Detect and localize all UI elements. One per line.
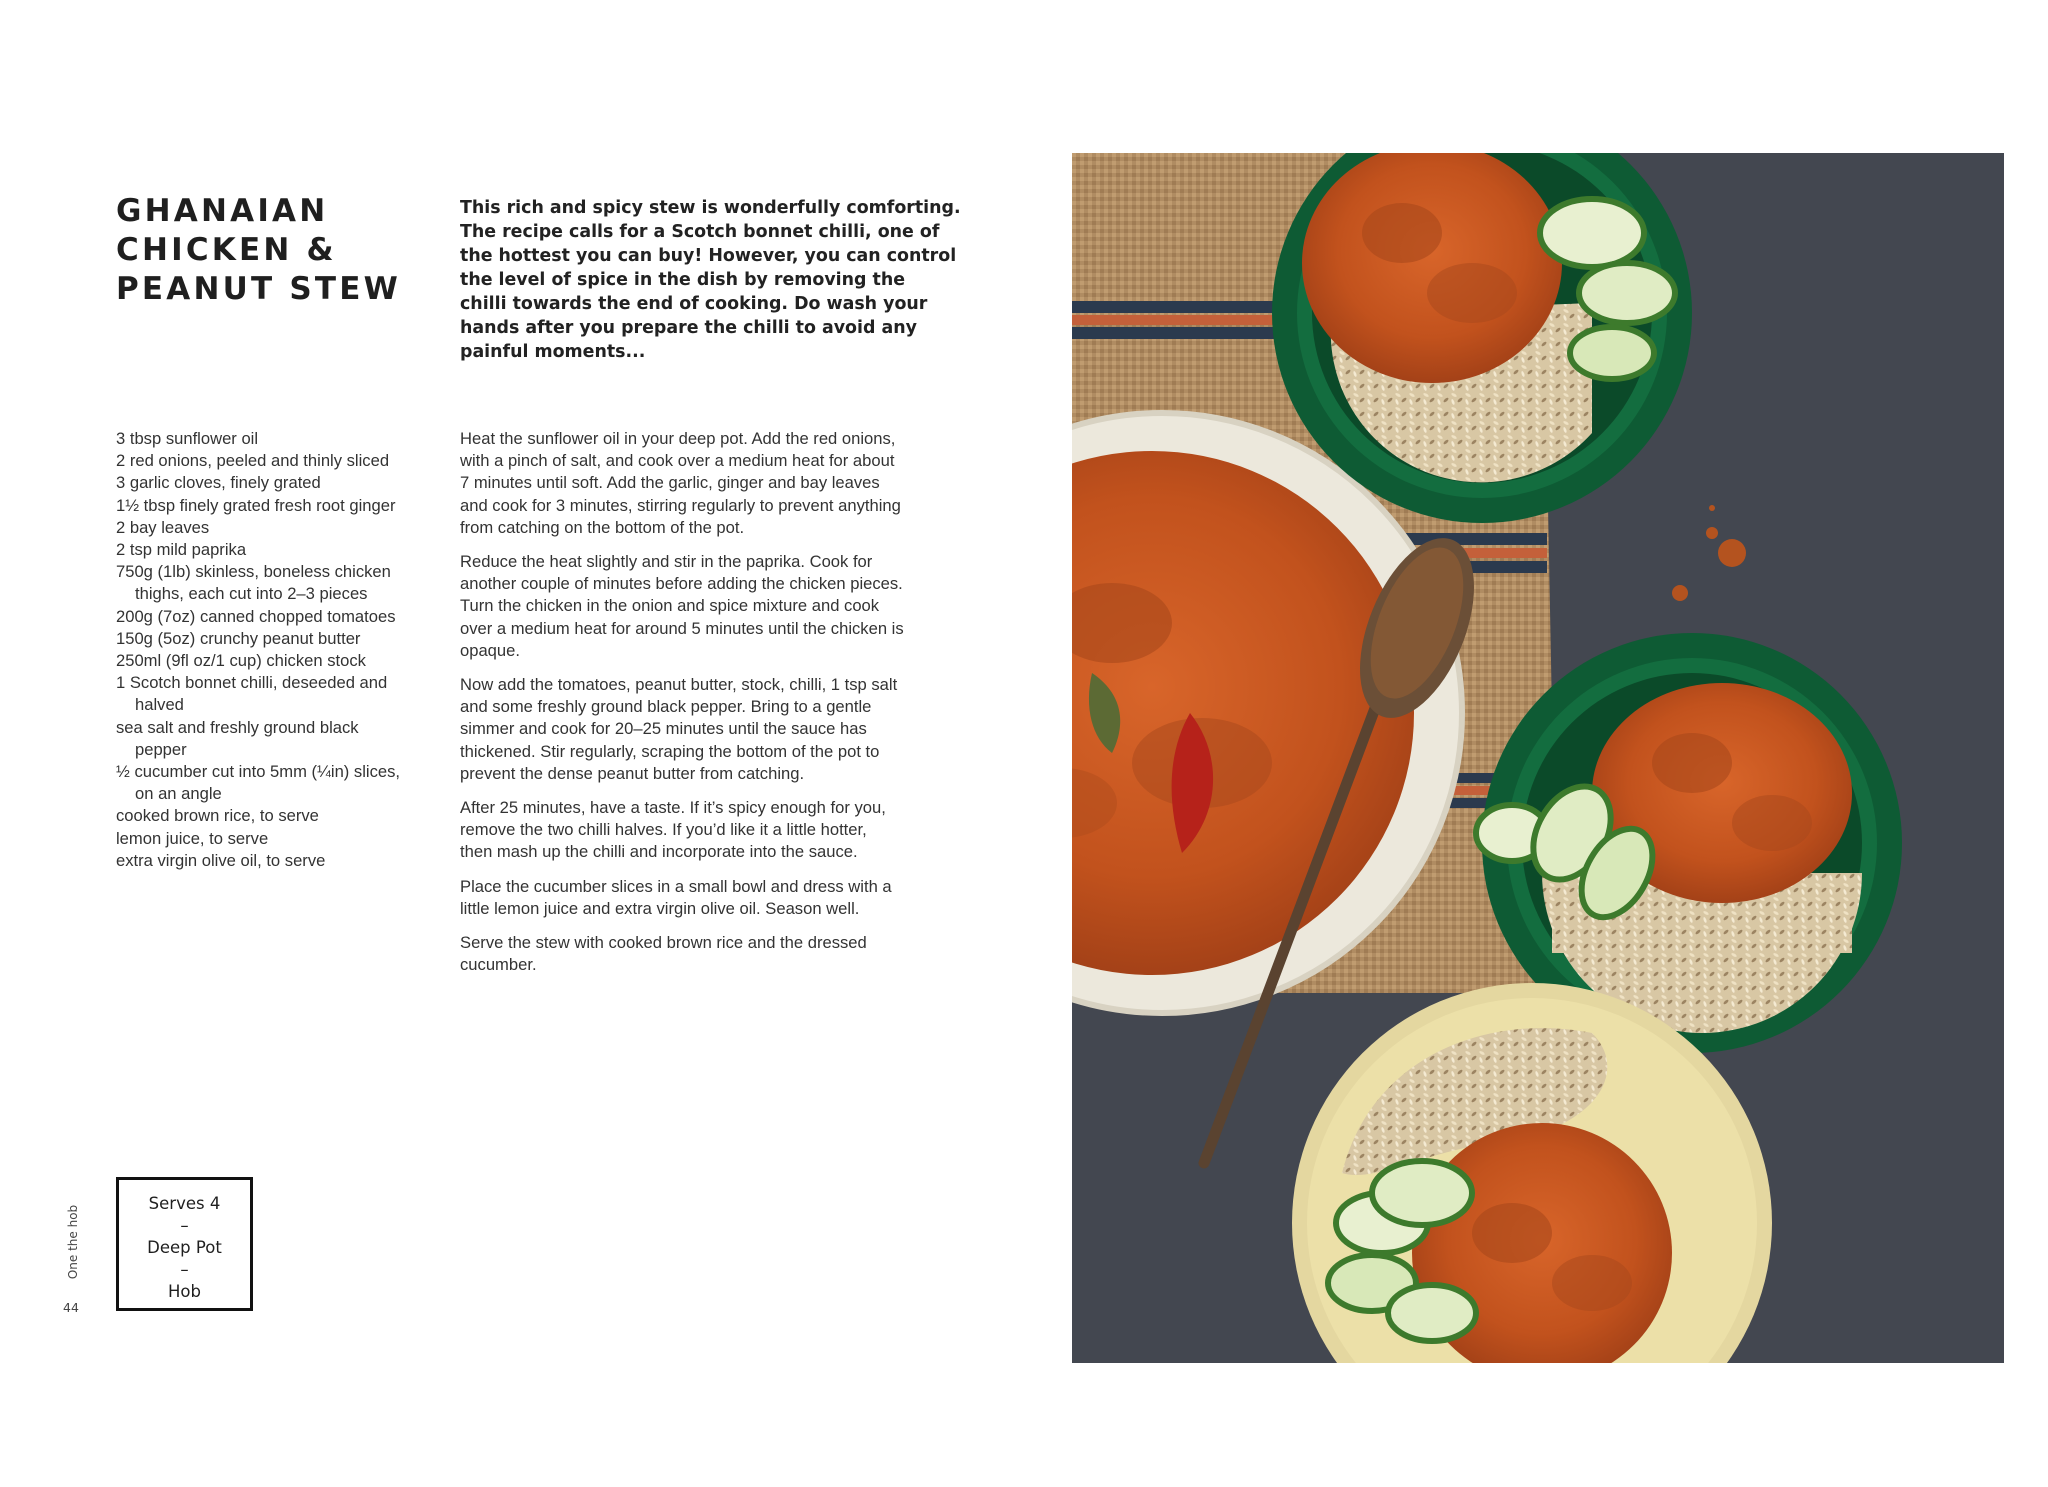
ingredient-item: [116, 450, 446, 472]
method-line: prevent the dense peanut butter from catching.: [460, 763, 805, 783]
ingredient-line: 250ml (9fl oz/1 cup) chicken stock: [116, 651, 366, 671]
ingredient-line: 2 red onions, peeled and thinly sliced: [116, 451, 390, 471]
title-line: PEANUT STEW: [116, 271, 401, 307]
ingredient-line: lemon juice, to serve: [116, 828, 269, 848]
method-step: [460, 674, 980, 785]
cooking-method-label: Hob: [168, 1282, 201, 1301]
method-line: 7 minutes until soft. Add the garlic, ginger and bay leaves: [460, 473, 880, 493]
method-line: little lemon juice and extra virgin olive oil. Season well.: [460, 898, 860, 918]
method-line: then mash up the chilli and incorporate into the sauce.: [460, 842, 858, 862]
food-photo-illustration: [1072, 153, 2004, 1363]
ingredient-item: [116, 606, 446, 628]
intro-line: The recipe calls for a Scotch bonnet chilli, one of: [460, 222, 940, 242]
method-line: simmer and cook for 20–25 minutes until the sauce has: [460, 719, 867, 739]
ingredient-line: ½ cucumber cut into 5mm (¼in) slices,: [116, 762, 401, 782]
method-step: [460, 428, 980, 539]
method-line: cucumber.: [460, 955, 537, 975]
ingredient-line: 3 garlic cloves, finely grated: [116, 473, 321, 493]
method-line: Serve the stew with cooked brown rice and the dressed: [460, 933, 867, 953]
ingredient-line-continued: thighs, each cut into 2–3 pieces: [135, 584, 368, 604]
method-steps: [460, 428, 980, 988]
ingredient-item: [116, 805, 446, 827]
ingredient-line: sea salt and freshly ground black: [116, 717, 359, 737]
ingredient-item: [116, 850, 446, 872]
method-line: another couple of minutes before adding the chicken pieces.: [460, 574, 903, 594]
ingredient-item: [116, 517, 446, 539]
method-step: [460, 932, 980, 976]
serves-label: Serves 4: [148, 1194, 221, 1213]
info-separator: –: [180, 1216, 189, 1235]
ingredient-line: 750g (1lb) skinless, boneless chicken: [116, 562, 391, 582]
ingredient-item: [116, 472, 446, 494]
ingredient-line: 2 bay leaves: [116, 517, 210, 537]
method-line: opaque.: [460, 640, 520, 660]
method-line: from catching on the bottom of the pot.: [460, 517, 745, 537]
ingredient-item: [116, 717, 446, 761]
ingredient-item: [116, 561, 446, 605]
method-line: After 25 minutes, have a taste. If it’s spicy enough for you,: [460, 798, 886, 818]
recipe-intro: [460, 196, 960, 364]
ingredient-line: 150g (5oz) crunchy peanut butter: [116, 628, 361, 648]
info-separator: –: [180, 1260, 189, 1279]
ingredients-list: [116, 428, 446, 872]
ingredient-line: 200g (7oz) canned chopped tomatoes: [116, 606, 396, 626]
ingredient-line: 1½ tbsp finely grated fresh root ginger: [116, 495, 396, 515]
method-line: Now add the tomatoes, peanut butter, stock, chilli, 1 tsp salt: [460, 675, 898, 695]
method-line: Turn the chicken in the onion and spice mixture and cook: [460, 596, 880, 616]
ingredient-line: 1 Scotch bonnet chilli, deseeded and: [116, 673, 388, 693]
method-line: and some freshly ground black pepper. Bring to a gentle: [460, 697, 872, 717]
ingredient-item: [116, 761, 446, 805]
ingredient-line: cooked brown rice, to serve: [116, 806, 319, 826]
method-line: and cook for 3 minutes, stirring regularly to prevent anything: [460, 495, 901, 515]
running-head: One the hob: [66, 1204, 80, 1280]
recipe-title: [116, 192, 446, 309]
ingredient-item: [116, 650, 446, 672]
intro-line: hands after you prepare the chilli to avoid any: [460, 318, 917, 338]
ingredient-line-continued: on an angle: [135, 784, 222, 804]
equipment-label: Deep Pot: [147, 1238, 222, 1257]
method-line: Place the cucumber slices in a small bowl and dress with a: [460, 876, 892, 896]
method-step: [460, 551, 980, 662]
title-line: GHANAIAN: [116, 193, 329, 229]
ingredient-line-continued: pepper: [135, 739, 187, 759]
method-line: Reduce the heat slightly and stir in the paprika. Cook for: [460, 552, 873, 572]
recipe-info-box: [116, 1177, 253, 1311]
ingredient-item: [116, 628, 446, 650]
ingredient-line: 3 tbsp sunflower oil: [116, 429, 259, 448]
ingredient-line: extra virgin olive oil, to serve: [116, 850, 326, 870]
method-line: with a pinch of salt, and cook over a medium heat for about: [460, 451, 895, 471]
ingredient-item: [116, 828, 446, 850]
method-line: Heat the sunflower oil in your deep pot. Add the red onions,: [460, 429, 896, 448]
ingredient-item: [116, 495, 446, 517]
intro-line: chilli towards the end of cooking. Do wash your: [460, 294, 928, 314]
ingredient-item: [116, 428, 446, 450]
ingredient-item: [116, 672, 446, 716]
method-line: over a medium heat for around 5 minutes until the chicken is: [460, 618, 904, 638]
intro-line: the level of spice in the dish by removing the: [460, 270, 906, 290]
page-number: 44: [63, 1300, 79, 1315]
ingredient-line: 2 tsp mild paprika: [116, 540, 247, 560]
intro-line: painful moments...: [460, 342, 646, 362]
method-line: thickened. Stir regularly, scraping the bottom of the pot to: [460, 741, 880, 761]
method-step: [460, 876, 980, 920]
method-line: remove the two chilli halves. If you’d like it a little hotter,: [460, 820, 867, 840]
food-photo: [1072, 153, 2004, 1363]
ingredient-line-continued: halved: [135, 695, 184, 715]
method-step: [460, 797, 980, 864]
intro-line: the hottest you can buy! However, you can control: [460, 246, 957, 266]
intro-line: This rich and spicy stew is wonderfully comforting.: [460, 198, 961, 218]
title-line: CHICKEN &: [116, 232, 337, 268]
ingredient-item: [116, 539, 446, 561]
